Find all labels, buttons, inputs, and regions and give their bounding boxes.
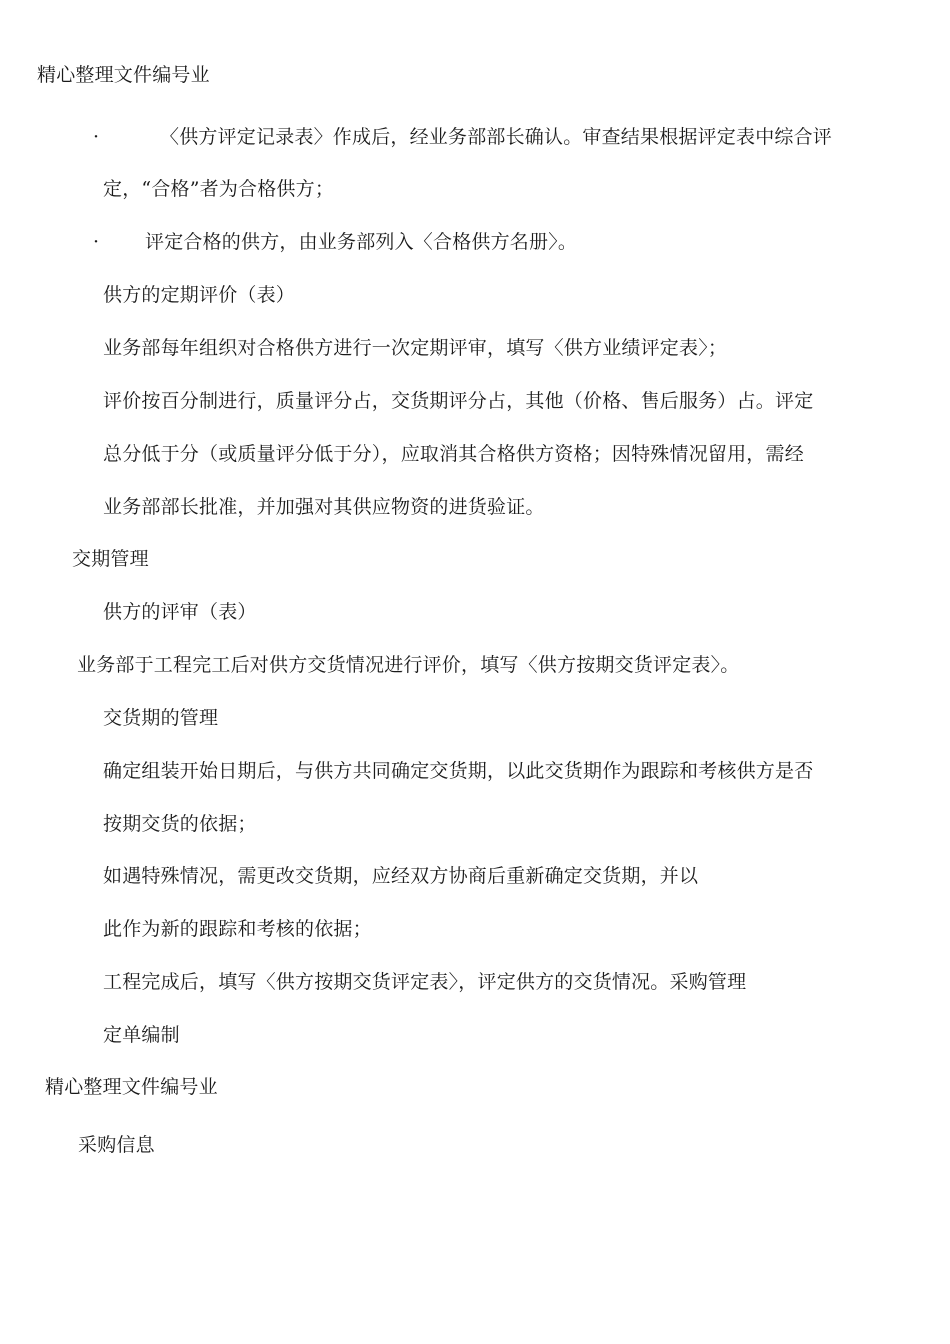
line-delivery-basis: 按期交货的依据； xyxy=(103,813,257,835)
line-new-basis: 此作为新的跟踪和考核的依据； xyxy=(103,918,372,940)
page-header-top: 精心整理文件编号业 xyxy=(37,64,210,86)
bullet-1: · xyxy=(93,126,100,148)
line-qualified-definition: 定，“合格”者为合格供方； xyxy=(103,178,335,200)
section-order-preparation: 定单编制 xyxy=(103,1024,180,1046)
section-supplier-review: 供方的评审（表） xyxy=(103,601,257,623)
line-completion-evaluation: 工程完成后，填写〈供方按期交货评定表〉，评定供方的交货情况。采购管理 xyxy=(103,971,747,993)
section-purchase-info: 采购信息 xyxy=(78,1134,155,1156)
section-delivery-date-management: 交货期的管理 xyxy=(103,707,219,729)
line-scoring: 评价按百分制进行，质量评分占，交货期评分占，其他（价格、售后服务）占。评定 xyxy=(103,390,814,412)
line-post-completion-review: 业务部于工程完工后对供方交货情况进行评价，填写〈供方按期交货评定表〉。 xyxy=(77,654,740,676)
bullet-2: · xyxy=(93,231,100,253)
line-qualified-register: 评定合格的供方，由业务部列入〈合格供方名册〉。 xyxy=(145,231,578,253)
line-special-case: 如遇特殊情况，需更改交货期，应经双方协商后重新确定交货期，并以 xyxy=(103,865,699,887)
line-approval: 业务部部长批准，并加强对其供应物资的进货验证。 xyxy=(103,496,545,518)
page-header-bottom: 精心整理文件编号业 xyxy=(45,1076,218,1098)
line-evaluation-record: 〈供方评定记录表〉作成后，经业务部部长确认。审查结果根据评定表中综合评 xyxy=(160,126,833,148)
section-periodic-evaluation: 供方的定期评价（表） xyxy=(103,284,296,306)
line-annual-review: 业务部每年组织对合格供方进行一次定期评审，填写〈供方业绩评定表〉； xyxy=(103,337,728,359)
section-delivery-management: 交期管理 xyxy=(72,548,149,570)
line-confirm-delivery-date: 确定组装开始日期后，与供方共同确定交货期，以此交货期作为跟踪和考核供方是否 xyxy=(103,760,814,782)
line-disqualify: 总分低于分（或质量评分低于分），应取消其合格供方资格；因特殊情况留用，需经 xyxy=(103,443,804,465)
